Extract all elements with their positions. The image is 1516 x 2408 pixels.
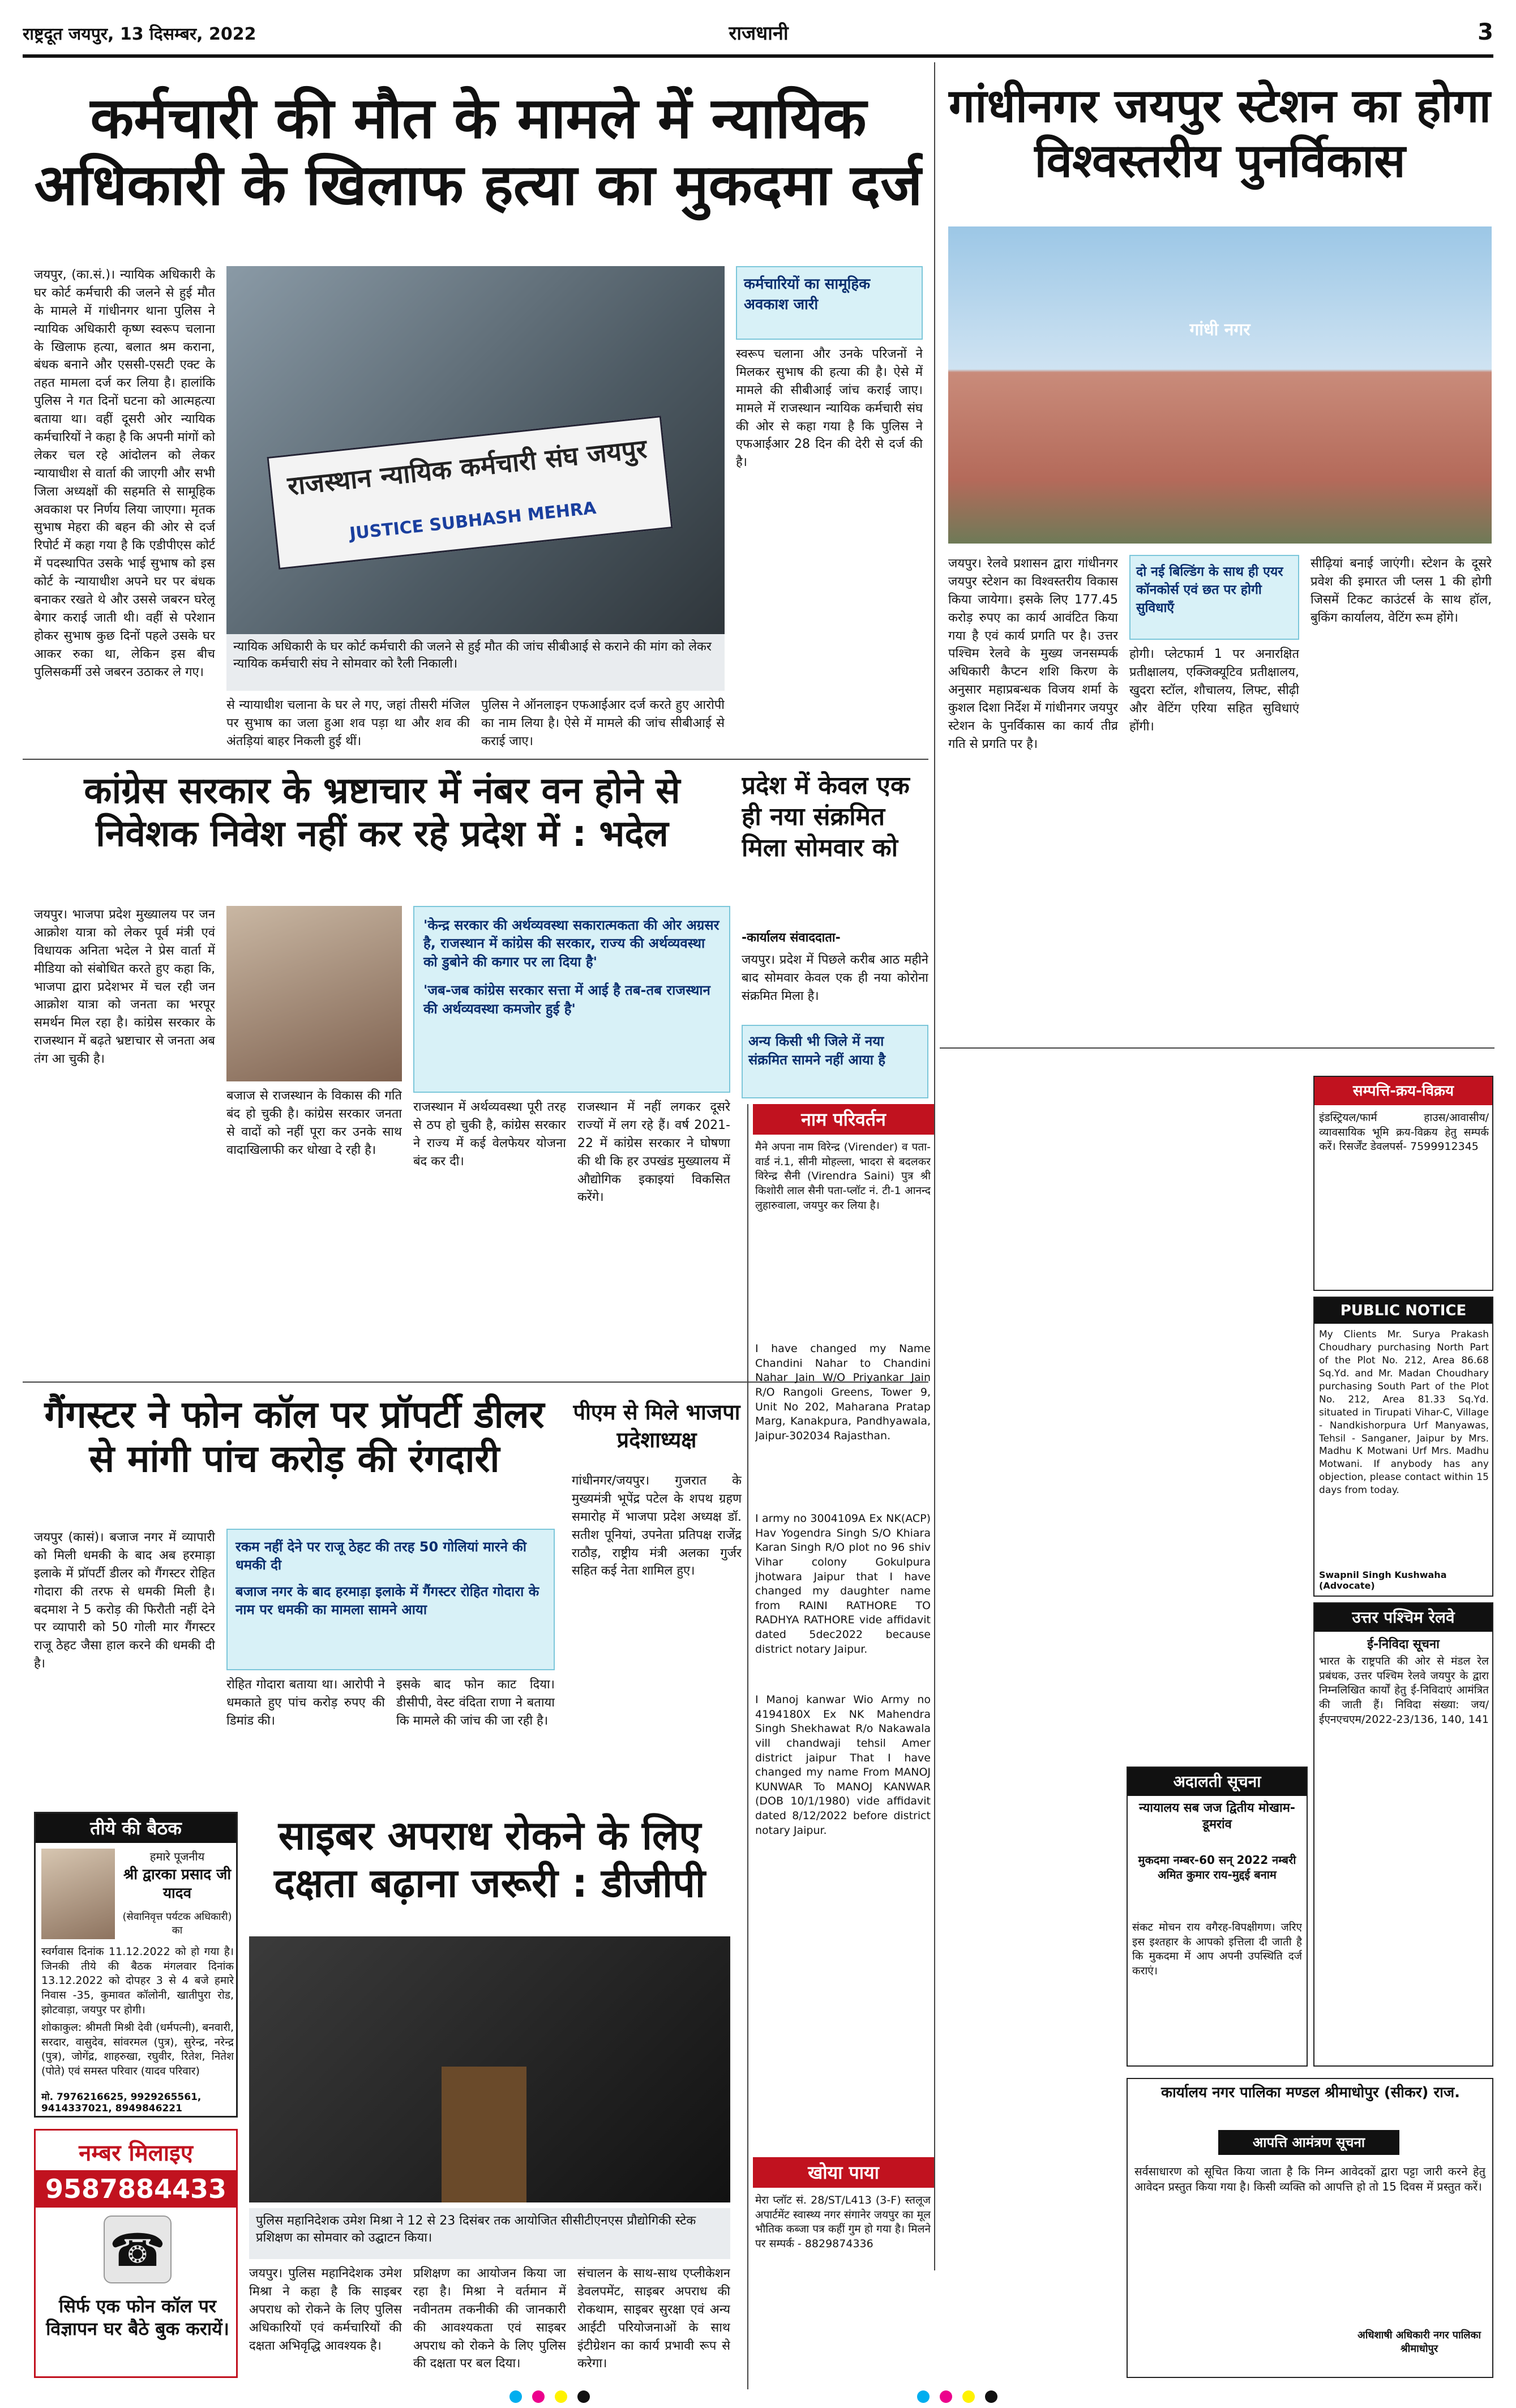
story1-sidebox xyxy=(736,266,923,340)
story2-col3: सीढ़ियां बनाई जाएंगी। स्टेशन के दूसरे प्रवेश की इमारत जी प्लस 1 की होगी जिसमें टिकट काउंटर्स के साथ हॉल, बुकिंग कार्यालय, वेटिंग रूम होंगे। xyxy=(1311,557,1492,625)
story1-col3: स्वरूप चलाना और उनके परिजनों ने मिलकर सुभाष की हत्या की है। ऐसे में मामले की सीबीआई जांच कराई जाए। मामले में राजस्थान न्यायिक कर्मचारी संघ की ओर से कहा गया है कि पुलिस ने एफआईआर 28 दिन की देरी से दर्ज की है। xyxy=(736,347,923,470)
story4-headline: प्रदेश में केवल एक ही नया संक्रमित मिला सोमवार को xyxy=(742,771,910,862)
story7-headline: साइबर अपराध रोकने के लिए दक्षता बढ़ाना जरूरी : डीजीपी xyxy=(274,1812,705,1906)
story1-col2: से न्यायाधीश चलाना के घर ले गए, जहां तीसरी मंजिल पर सुभाष का जला हुआ शव पड़ा था और शव की अंतड़ियां बाहर निकली हुई थीं। xyxy=(226,698,470,749)
rule-story2 xyxy=(940,1047,1494,1049)
meeting-text: स्वर्गवास दिनांक 11.12.2022 को हो गया है। जिनकी तीये की बैठक मंगलवार दिनांक 13.12.2022 को दोपहर 3 से 4 बजे हमारे निवास -35, कुमावत कॉलोनी, खातीपुरा रोड, झोटवाड़ा, जयपुर पर होगी। xyxy=(41,1945,234,2016)
advert-box xyxy=(34,2129,238,2378)
story5-box xyxy=(226,1529,555,1670)
meeting-name: श्री द्वारका प्रसाद जी यादव xyxy=(123,1866,232,1902)
header-section: राजधानी xyxy=(729,22,789,45)
sale-text: इंडस्ट्रियल/फार्म हाउस/आवासीय/व्यावसायिक भूमि क्रय-विक्रय हेतु सम्पर्क करें। रिसर्जेंट डेवलपर्स- 7599912345 xyxy=(1319,1111,1489,1153)
railway-title: उत्तर पश्चिम रेलवे xyxy=(1314,1603,1492,1632)
reg-dot-cyan-2 xyxy=(917,2390,930,2403)
meeting-notice xyxy=(34,1812,238,2118)
court-name: न्यायालय सब जज द्वितीय मोखाम-डूमरांव xyxy=(1139,1801,1295,1832)
story1-col4: पुलिस ने ऑनलाइन एफआईआर दर्ज करते हुए आरोपी का नाम लिया है। ऐसे में मामले की जांच सीबीआई से कराई जाए। xyxy=(481,698,725,749)
meeting-title: तीये की बैठक xyxy=(36,1814,236,1843)
story3-quote1: 'केन्द्र सरकार की अर्थव्यवस्था सकारात्मकता की ओर अग्रसर है, राजस्थान में कांग्रेस की सरकार, राज्य की अर्थव्यवस्था को डुबोने की कगार पर ला दिया है' xyxy=(423,917,720,970)
advert-number: 9587884433 xyxy=(36,2170,236,2208)
story7-photo xyxy=(249,1936,730,2202)
story7-col1: जयपुर। पुलिस महानिदेशक उमेश मिश्रा ने कहा है कि साइबर अपराध को रोकने के लिए पुलिस अधिकारियों एवं कर्मचारियों की दक्षता अभिवृद्धि आवश्यक है। xyxy=(249,2266,402,2353)
court-notice xyxy=(1127,1767,1308,2067)
story1-banner-text: राजस्थान न्यायिक कर्मचारी संघ जयपुर xyxy=(286,433,649,502)
story3-headline: कांग्रेस सरकार के भ्रष्टाचार में नंबर वन होने से निवेशक निवेश नहीं कर रहे प्रदेश में : भदेल xyxy=(84,770,680,855)
story1-banner xyxy=(267,416,673,570)
story3-photo xyxy=(226,906,402,1081)
phone-icon: ☎ xyxy=(104,2215,172,2283)
lost-found-title: खोया पाया xyxy=(753,2157,934,2188)
story2-headline: गांधीनगर जयपुर स्टेशन का होगा विश्वस्तरीय पुनर्विकास xyxy=(949,79,1491,188)
story1-banner-sub: JUSTICE SUBHASH MEHRA xyxy=(348,498,597,544)
railway-sub: ई-निविदा सूचना xyxy=(1367,1637,1440,1652)
story5-col3: इसके बाद फोन काट दिया। डीसीपी, वेस्ट वंदिता राणा ने बताया कि मामले की जांच की जा रही है। xyxy=(396,1678,555,1728)
railway-notice xyxy=(1313,1602,1493,2067)
railway-text: भारत के राष्ट्रपति की ओर से मंडल रेल प्रबंधक, उत्तर पश्चिम रेलवे जयपुर के द्वारा निम्नलिखित कार्यों हेतु ई-निविदाएं आमंत्रित की जाती हैं। निविदा संख्या: जय/ईएनएचएम/2022-23/136, 140, 141 xyxy=(1319,1655,1489,1726)
story4-text: जयपुर। प्रदेश में पिछले करीब आठ महीने बाद सोमवार केवल एक ही नया कोरोना संक्रमित मिला है। xyxy=(742,953,928,1003)
meeting-sub: (सेवानिवृत्त पर्यटक अधिकारी) का xyxy=(122,1911,232,1936)
public-notice xyxy=(1313,1297,1493,1597)
reg-dot-black xyxy=(577,2390,590,2403)
story7-col3: संचालन के साथ-साथ एप्लीकेशन डेवलपमेंट, साइबर अपराध की रोकथाम, साइबर सुरक्षा एवं अन्य आईटी परियोजनाओं के साथ इंटीग्रेशन का कार्य प्रभावी रूप से करेगा। xyxy=(577,2266,730,2371)
lost-found-text: मेरा प्लॉट सं. 28/ST/L413 (3-F) स्तलूज अपार्टमेंट स्वास्थ्य नगर संगानेर जयपुर का मूल भौतिक कब्जा पत्र कहीं गुम हो गया है। मिलने पर सम्पर्क - 8829874336 xyxy=(755,2194,931,2250)
story3-col3: राजस्थान में नहीं लगकर दूसरे राज्यों में लग रहे हैं। वर्ष 2021-22 में कांग्रेस सरकार ने घोषणा की थी कि हर उपखंड मुख्यालय में औद्योगिक इकाइयां विकसित करेंगे। xyxy=(577,1100,730,1205)
story1-caption: न्यायिक अधिकारी के घर कोर्ट कर्मचारी की जलने से हुई मौत की जांच सीबीआई से कराने की मांग को लेकर न्यायिक कर्मचारी संघ ने सोमवार को रैली निकाली। xyxy=(226,634,725,691)
name-change-english: I have changed my Name Chandini Nahar to Chandini Nahar Jain W/O Priyankar Jain R/O Rangoli Greens, Tower 9, Unit No 202, Maharana Pratap Marg, Kanakpura, Pandhyawala, Jaipur-302034 Rajasthan. xyxy=(755,1342,931,1442)
story2-photo xyxy=(948,226,1492,544)
story5-headline: गैंगस्टर ने फोन कॉल पर प्रॉपर्टी डीलर से मांगी पांच करोड़ की रंगदारी xyxy=(44,1393,545,1481)
header-date: राष्ट्रदूत जयपुर, 13 दिसम्बर, 2022 xyxy=(23,24,256,44)
sale-title: सम्पत्ति-क्रय-विक्रय xyxy=(1314,1077,1492,1105)
court-text: संकट मोचन राय वगैरह-विपक्षीगण। जरिए इस इश्तहार के आपको इत्तिला दी जाती है कि मुकदमा में आप अपनी उपस्थिति दर्ज कराएं। xyxy=(1132,1921,1302,1977)
header-rule xyxy=(23,54,1493,58)
story6-text: गांधीनगर/जयपुर। गुजरात के मुख्यमंत्री भूपेंद्र पटेल के शपथ ग्रहण समारोह में भाजपा प्रदेश अध्यक्ष डॉ. सतीश पूनियां, उपनेता प्रतिपक्ष राजेंद्र राठौड़, राष्ट्रीय मंत्री अलका गुर्जर सहित कई नेता शामिल हुए। xyxy=(572,1474,742,1579)
story1-sidebox-title: कर्मचारियों का सामूहिक अवकाश जारी xyxy=(744,276,871,313)
story5-box1: रकम नहीं देने पर राजू ठेहट की तरह 50 गोलियां मारने की धमकी दी xyxy=(235,1539,526,1573)
story2-col2: होगी। प्लेटफार्म 1 पर अनारक्षित प्रतीक्षालय, एक्जिक्यूटिव प्रतीक्षालय, खुदरा स्टॉल, शौचालय, लिफ्ट, सीढ़ी और वेटिंग एरिया सहित सुविधाएं होंगी। xyxy=(1129,647,1299,734)
story7-col2: प्रशिक्षण का आयोजन किया जा रहा है। मिश्रा ने वर्तमान में नवीनतम तकनीकी की जानकारी की आवश्यकता एवं साइबर अपराध को रोकने के लिए पुलिस की दक्षता पर बल दिया। xyxy=(413,2266,566,2371)
rule-vertical-right xyxy=(934,62,935,2270)
story1-photo xyxy=(226,266,725,634)
story4-box xyxy=(742,1025,928,1098)
public-notice-title: PUBLIC NOTICE xyxy=(1314,1298,1492,1324)
story3-caption: बजाज से राजस्थान के विकास की गति बंद हो चुकी है। कांग्रेस सरकार जनता से वादों को नहीं पूरा कर उनके साथ वादाखिलाफी कर धोखा दे रही है। xyxy=(226,1089,402,1157)
story5-col2: रोहित गोदारा बताया था। आरोपी ने धमकाते हुए पांच करोड़ रुपए की डिमांड की। xyxy=(226,1678,385,1728)
court-case: मुकदमा नम्बर-60 सन् 2022 नम्बरी अमित कुमार राय-मुद्दई बनाम xyxy=(1138,1853,1296,1881)
council-text: सर्वसाधारण को सूचित किया जाता है कि निम्न आवेदकों द्वारा पट्टा जारी करने हेतु आवेदन प्रस्तुत किया गया है। किसी व्यक्ति को आपत्ति हो तो 15 दिवस में प्रस्तुत करें। xyxy=(1134,2165,1485,2193)
council-notice xyxy=(1127,2078,1493,2378)
reg-dot-magenta-2 xyxy=(940,2390,952,2403)
story3-quote2: 'जब-जब कांग्रेस सरकार सत्ता में आई है तब-तब राजस्थान की अर्थव्यवस्था कमजोर हुई है' xyxy=(423,982,710,1017)
story2-col1: जयपुर। रेलवे प्रशासन द्वारा गांधीनगर जयपुर स्टेशन का विश्वस्तरीय विकास किया जायेगा। इसके लिए 177.45 करोड़ रुपए का कार्य आवंटित किया गया है एवं कार्य प्रगति पर है। उत्तर पश्चिम रेलवे के मुख्य जनसम्पर्क अधिकारी कैप्टन शशि किरण के अनुसार महाप्रबन्धक विजय शर्मा के कुशल दिशा निर्देश में गांधीनगर जयपुर स्टेशन के पुनर्विकास का कार्य तीव्र गति से प्रगति पर है। xyxy=(948,557,1118,751)
lost-found xyxy=(753,2157,934,2378)
council-sub: आपत्ति आमंत्रण सूचना xyxy=(1218,2130,1399,2155)
sale-box xyxy=(1313,1076,1493,1291)
header-bar xyxy=(23,16,1493,53)
reg-dot-magenta xyxy=(532,2390,545,2403)
story2-photo-sign: गांधी नगर xyxy=(1189,320,1251,340)
reg-dot-yellow xyxy=(555,2390,567,2403)
story2-box xyxy=(1129,555,1299,640)
story1-col1: जयपुर, (का.सं.)। न्यायिक अधिकारी के घर कोर्ट कर्मचारी की जलने से हुई मौत के मामले में गांधीनगर थाना पुलिस ने न्यायिक अधिकारी कृष्ण स्वरूप चलाना के खिलाफ हत्या, बलात श्रम कराना, बंधक बनाने और एससी-एसटी एक्ट के तहत मामला दर्ज कर लिया है। हालांकि पुलिस ने गत दिनों घटना को आत्महत्या बताया था। वहीं दूसरी ओर न्यायिक कर्मचारियों ने कहा है कि अपनी मांगों को लेकर चल रहे आंदोलन को लेकर न्यायाधीश से वार्ता की जाएगी और सभी जिला अध्यक्षों की सहमति से सामूहिक अवकाश पर निर्णय लिया जाएगा। मृतक सुभाष मेहरा की बहन की ओर से दर्ज रिपोर्ट में कहा गया है कि एडीपीएस कोर्ट में पदस्थापित उसके भाई सुभाष को इस कोर्ट के न्यायाधीश अपने घर पर बंधक बनाकर रखते थे और उससे जबरन घरेलू बेगार कराई जाती थी। वहीं से परेशान होकर सुभाष कुछ दिनों पहले उसके घर आकर रुका था, लेकिन इस बीच पुलिसकर्मी उसे जबरन उठाकर ले गए। xyxy=(34,268,215,679)
story3-quotebox xyxy=(413,906,730,1093)
name-change-notice3: I Manoj kanwar Wio Army no 4194180X Ex NK Mahendra Singh Shekhawat R/o Nakawala vill chandwaji tehsil Amer district jaipur That I have changed my name From MANOJ KUNWAR To MANOJ KANWAR (DOB 10/1/1980) vide affidavit dated 8/12/2022 before district notary Jaipur. xyxy=(755,1693,931,1837)
story1-headline: कर्मचारी की मौत के मामले में न्यायिक अधिकारी के खिलाफ हत्या का मुकदमा दर्ज xyxy=(34,85,923,218)
rule-classifieds xyxy=(747,1104,748,2389)
court-title: अदालती सूचना xyxy=(1128,1768,1307,1796)
story4-byline: -कार्यालय संवाददाता- xyxy=(742,931,841,945)
public-notice-signer: Swapnil Singh Kushwaha (Advocate) xyxy=(1319,1569,1447,1591)
story4-box-text: अन्य किसी भी जिले में नया संक्रमित सामने नहीं आया है xyxy=(748,1033,886,1068)
meeting-intro: हमारे पूजनीय xyxy=(149,1850,205,1863)
meeting-phones: मो. 7976216625, 9929265561, 9414337021, 8949846221 xyxy=(41,2092,202,2114)
advert-title: नम्बर मिलाइए xyxy=(79,2140,193,2166)
story2-box-title: दो नई बिल्डिंग के साथ ही एयर कॉनकोर्स एवं छत पर होगी सुविधाएँ xyxy=(1136,564,1283,615)
meeting-mourners: शोकाकुल: श्रीमती मिश्री देवी (धर्मपत्नी), बनवारी, सरदार, वासुदेव, सांवरमल (पुत्र), सुरेन्द्र, नरेन्द्र (पुत्र), जोगेंद्र, शाहरुखा, रघुवीर, रितेश, नितेश (पोते) एवं समस्त परिवार (यादव परिवार) xyxy=(41,2021,234,2077)
story6-headline: पीएम से मिले भाजपा प्रदेशाध्यक्ष xyxy=(573,1400,740,1453)
story5-col1: जयपुर (कासं)। बजाज नगर में व्यापारी को मिली धमकी के बाद अब हरमाड़ा इलाके में प्रॉपर्टी डीलर को गैंगस्टर रोहित गोदारा की तरफ से धमकी मिली है। बदमाश ने 5 करोड़ की फिरौती नहीं देने पर व्यापारी को 50 गोली मार गैंगस्टर राजू ठेहट जैसा हाल करने की धमकी दी है। xyxy=(34,1530,215,1671)
name-change-title: नाम परिवर्तन xyxy=(753,1104,934,1135)
public-notice-text: My Clients Mr. Surya Prakash Choudhary purchasing North Part of the Plot No. 212, Area 86.68 Sq.Yd. and Mr. Madan Choudhary purchasing South Part of the Plot No. 212, Area 81.33 Sq.Yd. situated in Tirupati Vihar-C, Village - Nandkishorpura Urf Manyawas, Tehsil - Sanganer, Jaipur by Mrs. Madhu K Motwani Urf Mrs. Madhu Motwani. If anybody has any objection, please contact within 15 days from today. xyxy=(1319,1329,1489,1496)
story3-col2: राजस्थान में अर्थव्यवस्था पूरी तरह से ठप हो चुकी है, कांग्रेस सरकार ने राज्य में कई वेलफेयर योजना बंद कर दी। xyxy=(413,1100,566,1169)
story7-caption: पुलिस महानिदेशक उमेश मिश्रा ने 12 से 23 दिसंबर तक आयोजित सीसीटीएनएस प्रौद्योगिकी स्टेक प्रशिक्षण का सोमवार को उद्घाटन किया। xyxy=(249,2208,730,2259)
reg-dot-black-2 xyxy=(985,2390,997,2403)
page-number: 3 xyxy=(1478,19,1493,45)
name-change-hindi: मैने अपना नाम विरेन्द्र (Virender) व पता-वार्ड नं.1, सीनी मोहल्ला, भादरा से बदलकर विरेन्द्र सैनी (Virendra Saini) पुत्र श्री किशोरी लाल सैनी पता-प्लॉट नं. टी-1 आनन्द लुहारुवाला, जयपुर कर लिया है। xyxy=(755,1141,931,1212)
rule-story1 xyxy=(23,759,928,760)
council-signer: अधिशाषी अधिकारी नगर पालिका श्रीमाधोपुर xyxy=(1357,2329,1481,2355)
name-change-notice2: I army no 3004109A Ex NK(ACP) Hav Yogendra Singh S/O Khiara Karan Singh R/O plot no 96 shiv Vihar colony Gokulpura jhotwara Jaipur that I have changed my daughter name from RAINI RATHORE TO RADHYA RATHORE vide affidavit dated 5dec2022 because district notary Jaipur. xyxy=(755,1512,931,1656)
council-title: कार्यालय नगर पालिका मण्डल श्रीमाधोपुर (सीकर) राज. xyxy=(1160,2084,1460,2101)
story5-box2: बजाज नगर के बाद हरमाड़ा इलाके में गैंगस्टर रोहित गोदारा के नाम पर धमकी का मामला सामने आया xyxy=(235,1583,539,1618)
reg-dot-cyan xyxy=(509,2390,522,2403)
advert-tagline: सिर्फ एक फोन कॉल पर विज्ञापन घर बैठे बुक करायें। xyxy=(46,2295,229,2339)
meeting-photo xyxy=(41,1849,115,1939)
story7-photo-podium xyxy=(442,2067,526,2202)
story3-col1: जयपुर। भाजपा प्रदेश मुख्यालय पर जन आक्रोश यात्रा को लेकर पूर्व मंत्री एवं विधायक अनिता भदेल ने प्रेस वार्ता में मीडिया को संबोधित करते हुए कहा कि, भाजपा द्वारा प्रदेशभर में चल रही जन आक्रोश यात्रा को जनता का भरपूर समर्थन मिल रहा है। कांग्रेस सरकार के राजस्थान में बढ़ते भ्रष्टाचार से जनता अब तंग आ चुकी है। xyxy=(34,908,215,1067)
name-change xyxy=(753,1104,934,2152)
reg-dot-yellow-2 xyxy=(962,2390,975,2403)
